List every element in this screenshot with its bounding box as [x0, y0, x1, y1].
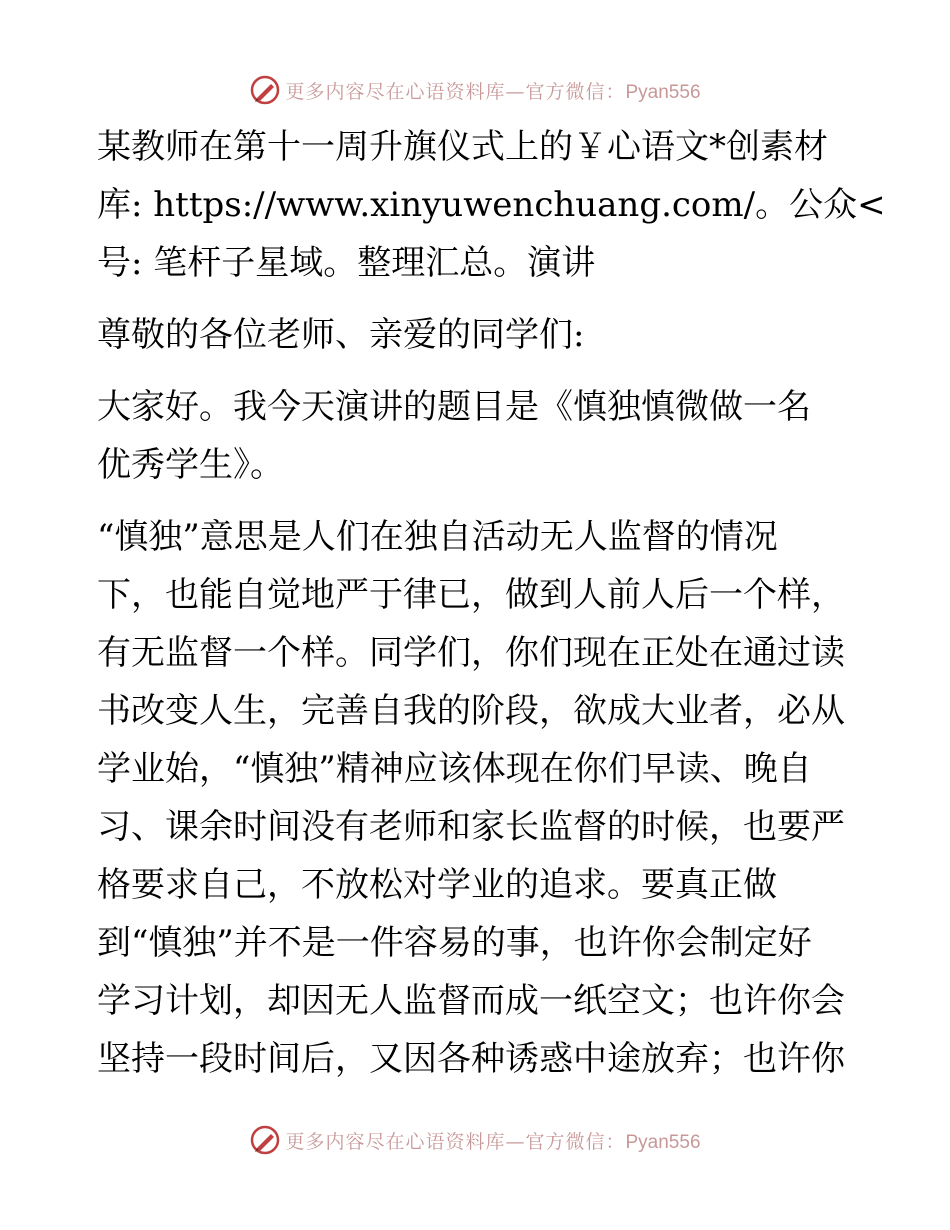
text-line: 书改变人生，完善自我的阶段，欲成大业者，必从 [97, 691, 845, 731]
text-line: 坚持一段时间后，又因各种诱惑中途放弃；也许你 [97, 1039, 845, 1079]
watermark-handle: Pyan556 [625, 81, 701, 103]
text-line: 尊敬的各位老师、亲爱的同学们: [97, 315, 585, 355]
watermark-text: 更多内容尽在心语资料库—官方微信： [285, 80, 626, 103]
text-line: 到“慎独”并不是一件容易的事，也许你会制定好 [97, 923, 812, 963]
text-line: 某教师在第十一周升旗仪式上的￥心语文*创素材 [97, 127, 828, 167]
text-line: 学习计划，却因无人监督而成一纸空文；也许你会 [97, 981, 845, 1021]
watermark-text: 更多内容尽在心语资料库—官方微信： [285, 1130, 626, 1153]
pen-logo-icon [249, 74, 281, 106]
text-line: “慎独”意思是人们在独自活动无人监督的情况 [97, 517, 778, 557]
header-watermark [0, 70, 950, 110]
footer-watermark [0, 1120, 950, 1160]
text-line: 库: https://www.xinyuwenchuang.com/。公众< [97, 185, 886, 225]
text-line: 学业始，“慎独”精神应该体现在你们早读、晚自 [97, 749, 812, 789]
text-line: 号: 笔杆子星域。整理汇总。演讲 [97, 243, 596, 283]
watermark-handle: Pyan556 [625, 1131, 701, 1153]
text-line: 大家好。我今天演讲的题目是《慎独慎微做一名 [97, 387, 811, 427]
text-line: 习、课余时间没有老师和家长监督的时候，也要严 [97, 807, 845, 847]
text-line: 优秀学生》。 [97, 445, 284, 485]
speech-body [97, 118, 886, 1088]
text-line: 有无监督一个样。同学们，你们现在正处在通过读 [97, 633, 845, 673]
pen-logo-icon [249, 1124, 281, 1156]
text-line: 格要求自己，不放松对学业的追求。要真正做 [97, 865, 777, 905]
text-line: 下，也能自觉地严于律已，做到人前人后一个样， [97, 575, 845, 615]
